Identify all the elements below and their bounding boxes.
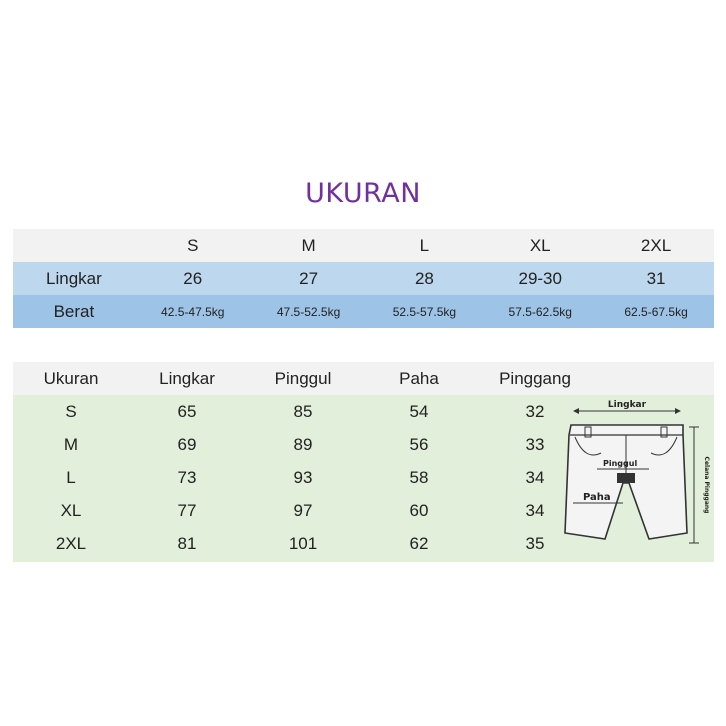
col-header: Paha	[399, 368, 439, 388]
table-cell: 54	[409, 401, 429, 421]
table-cell: 56	[409, 434, 429, 454]
table-cell: 34	[525, 500, 545, 520]
table-cell: 69	[177, 434, 197, 454]
col-header: L	[419, 235, 430, 255]
table-row	[13, 428, 593, 461]
diagram-label-top: Lingkar	[607, 400, 647, 410]
table-cell: 81	[177, 533, 197, 553]
table-cell: 33	[525, 434, 545, 454]
table-cell: 57.5-62.5kg	[508, 304, 572, 319]
arrow-head	[675, 408, 681, 414]
col-header: XL	[529, 235, 551, 255]
table-cell: S	[65, 401, 77, 421]
table-row	[13, 295, 714, 328]
table-cell: 85	[293, 401, 313, 421]
table-cell: 32	[525, 401, 545, 421]
col-header: Pinggang	[499, 368, 571, 388]
table-cell: 62	[409, 533, 429, 553]
table-cell: 35	[525, 533, 545, 553]
table-cell: 77	[177, 500, 197, 520]
table-row	[13, 262, 714, 295]
page-title: UKURAN	[305, 178, 421, 209]
table-cell: L	[66, 467, 76, 487]
table-cell: 93	[293, 467, 313, 487]
table-cell: XL	[60, 500, 82, 520]
table-cell: 2XL	[55, 533, 87, 553]
table-cell: 65	[177, 401, 197, 421]
col-header: Ukuran	[43, 368, 99, 388]
table-cell: 60	[409, 500, 429, 520]
table-cell: 52.5-57.5kg	[392, 304, 457, 319]
table-cell: 27	[299, 268, 319, 288]
col-header: Lingkar	[159, 368, 215, 388]
table-cell: 31	[646, 268, 666, 288]
table-cell: 26	[183, 268, 203, 288]
table-cell: 97	[293, 500, 313, 520]
table-cell: 28	[414, 268, 434, 288]
row-label: Berat	[53, 301, 95, 321]
col-header: 2XL	[640, 235, 672, 255]
table-cell: 47.5-52.5kg	[276, 304, 341, 319]
table-cell: 42.5-47.5kg	[161, 304, 225, 319]
table-row	[13, 461, 593, 494]
col-header: Pinggul	[274, 368, 332, 388]
row-label: Lingkar	[46, 268, 102, 288]
table-header-row	[13, 229, 714, 262]
size-table-top	[13, 229, 714, 328]
diagram-label-thigh: Paha	[583, 492, 611, 503]
shorts-diagram	[555, 391, 715, 561]
table-cell: 34	[525, 467, 545, 487]
arrow-head	[573, 408, 579, 414]
table-row	[13, 527, 593, 560]
diagram-label-hip: Pinggul	[603, 459, 638, 468]
table-cell: 62.5-67.5kg	[624, 304, 688, 319]
table-cell: 29-30	[518, 268, 562, 288]
table-cell: 58	[409, 467, 429, 487]
table-cell: M	[63, 434, 79, 454]
table-header-row	[13, 362, 593, 395]
table-cell: 89	[293, 434, 313, 454]
table-cell: 101	[288, 533, 318, 553]
diagram-label-side: Celana Pinggang	[703, 456, 710, 514]
col-header: S	[187, 235, 199, 255]
table-row	[13, 395, 593, 428]
crotch-mark	[617, 473, 635, 483]
col-header: M	[301, 235, 316, 255]
table-cell: 73	[177, 467, 197, 487]
table-row	[13, 494, 593, 527]
